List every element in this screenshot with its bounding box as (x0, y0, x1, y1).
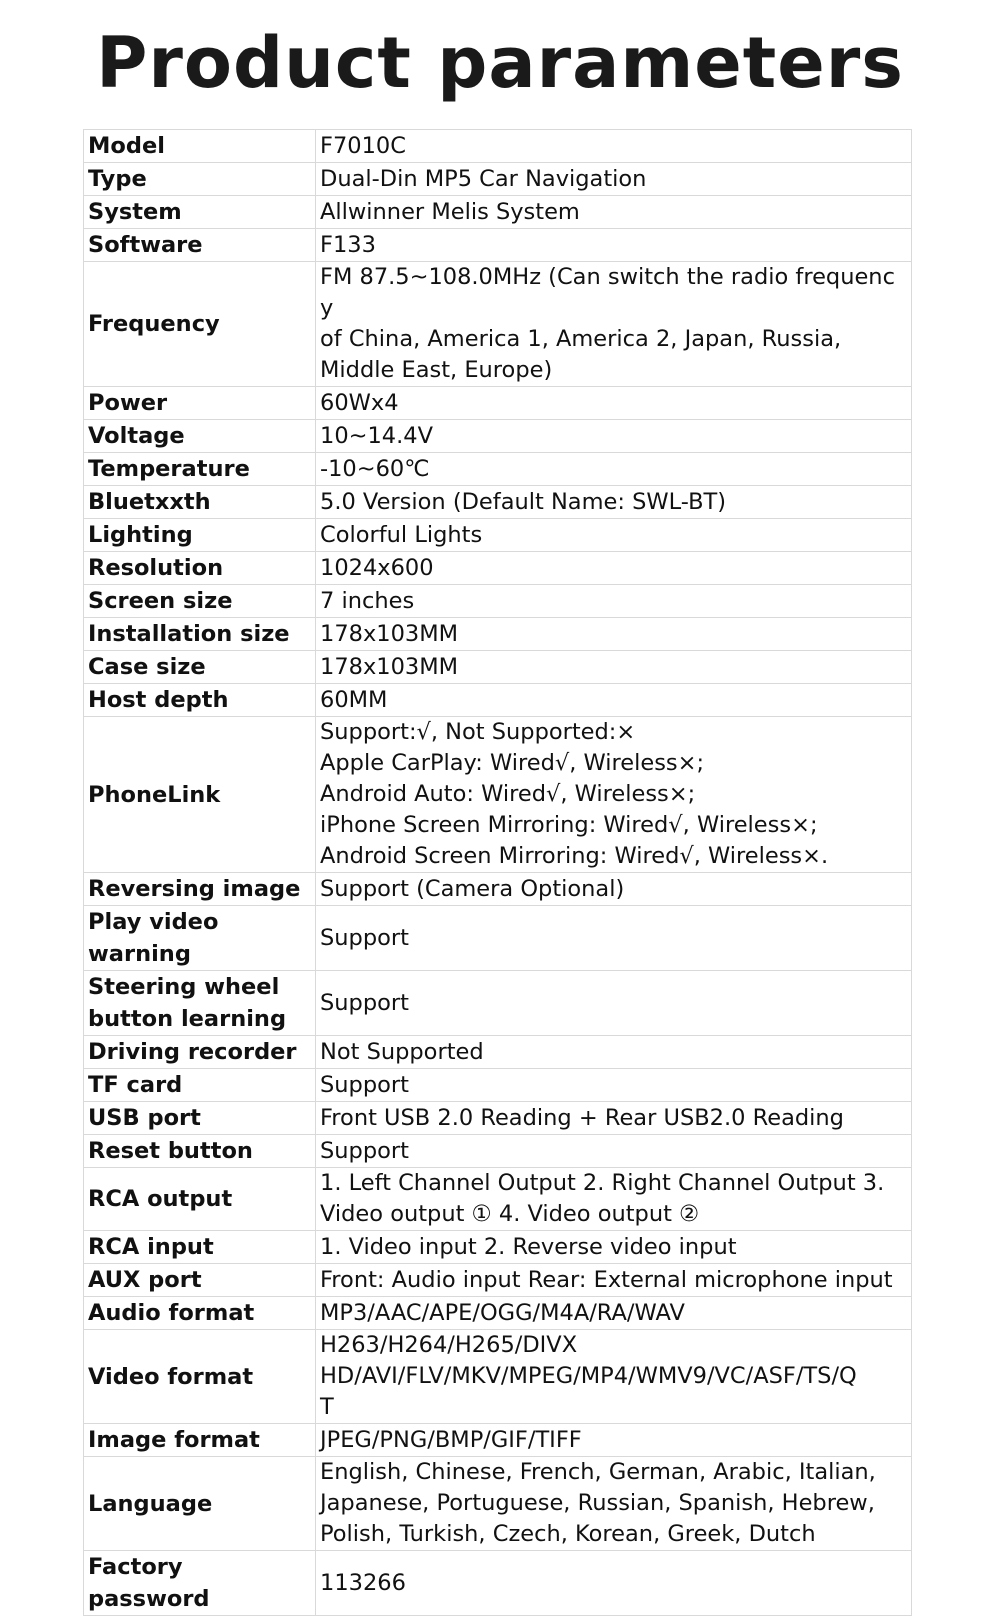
parameter-label-cell (84, 1424, 316, 1457)
parameter-value-line: Support:√, Not Supported:× (320, 719, 636, 745)
parameter-value-line: Android Auto: Wired√, Wireless×; (320, 781, 696, 807)
parameter-label: Language (88, 1490, 213, 1517)
parameter-value-cell (316, 229, 912, 262)
parameter-label-cell (84, 1069, 316, 1102)
parameter-value-cell (316, 1168, 912, 1231)
parameter-value-cell (316, 486, 912, 519)
parameter-value-line: Dual-Din MP5 Car Navigation (320, 165, 647, 192)
parameter-label-cell (84, 906, 316, 971)
parameter-label-cell (84, 163, 316, 196)
table-row (84, 873, 912, 906)
parameter-value-cell (316, 552, 912, 585)
parameter-label-cell (84, 420, 316, 453)
parameter-value-line: 60Wx4 (320, 389, 399, 416)
parameter-label-cell (84, 519, 316, 552)
parameter-label: Play video warning (88, 909, 219, 967)
table-row (84, 1551, 912, 1616)
parameter-value-cell (316, 163, 912, 196)
table-row (84, 585, 912, 618)
parameter-value-cell (316, 1036, 912, 1069)
parameter-value-cell (316, 1330, 912, 1424)
parameter-value-line: 1. Left Channel Output 2. Right Channel Output 3. (320, 1170, 885, 1196)
parameter-label-cell (84, 1264, 316, 1297)
parameter-label: Frequency (88, 311, 220, 337)
parameter-value-line: English, Chinese, French, German, Arabic, Italian, (320, 1459, 876, 1485)
parameter-label-cell (84, 585, 316, 618)
parameter-value-line: Middle East, Europe) (320, 357, 553, 383)
parameter-value-cell (316, 1297, 912, 1330)
table-row (84, 262, 912, 387)
parameter-value-line: iPhone Screen Mirroring: Wired√, Wireless×; (320, 812, 818, 838)
parameter-value-cell (316, 519, 912, 552)
parameter-label-line: button learning (88, 1006, 287, 1032)
parameter-value-line: of China, America 1, America 2, Japan, Russia, (320, 326, 842, 352)
parameter-value-line: Colorful Lights (320, 521, 483, 548)
table-row (84, 196, 912, 229)
table-row (84, 1036, 912, 1069)
parameter-label-cell (84, 1036, 316, 1069)
parameter-value-line: Apple CarPlay: Wired√, Wireless×; (320, 750, 705, 776)
table-row (84, 1424, 912, 1457)
parameter-value-line: Support (320, 1071, 409, 1098)
parameter-value-line: FM 87.5~108.0MHz (Can switch the radio frequency (320, 264, 895, 321)
parameter-value-line: Allwinner Melis System (320, 198, 580, 225)
parameter-label-cell (84, 387, 316, 420)
table-row (84, 1297, 912, 1330)
parameter-label-cell (84, 453, 316, 486)
parameter-value-cell (316, 1457, 912, 1551)
parameter-label-cell (84, 486, 316, 519)
parameters-table-body (84, 130, 912, 1616)
table-row (84, 618, 912, 651)
parameter-label-cell (84, 618, 316, 651)
parameter-label-cell (84, 1457, 316, 1551)
parameter-label-cell (84, 1297, 316, 1330)
parameter-label-cell (84, 717, 316, 873)
parameter-label-cell (84, 684, 316, 717)
table-row (84, 1135, 912, 1168)
parameter-value-line: Front: Audio input Rear: External microphone input (320, 1266, 893, 1293)
parameter-value-line: MP3/AAC/APE/OGG/M4A/RA/WAV (320, 1299, 685, 1326)
parameter-label: PhoneLink (88, 781, 221, 808)
parameter-value-line: Support (Camera Optional) (320, 875, 625, 902)
parameter-label: Bluetxxth (88, 489, 211, 515)
table-row (84, 486, 912, 519)
parameter-label: Power (88, 390, 168, 416)
parameter-value-line: Support (320, 1137, 409, 1164)
parameter-label: Resolution (88, 555, 224, 581)
table-row (84, 229, 912, 262)
parameter-label: AUX port (88, 1267, 202, 1293)
parameter-value-line: HD/AVI/FLV/MKV/MPEG/MP4/WMV9/VC/ASF/TS/Q (320, 1363, 857, 1389)
parameter-value-cell (316, 618, 912, 651)
parameter-label: Temperature (88, 456, 250, 482)
parameter-value-line: Polish, Turkish, Czech, Korean, Greek, Dutch (320, 1521, 816, 1547)
parameter-value-line: Android Screen Mirroring: Wired√, Wireless×. (320, 843, 829, 869)
parameter-value-line: Not Supported (320, 1038, 484, 1065)
parameter-value-cell (316, 1551, 912, 1616)
parameter-value-line: Support (320, 924, 409, 951)
parameter-value-line: 5.0 Version (Default Name: SWL-BT) (320, 488, 727, 515)
parameter-value-line: 7 inches (320, 587, 415, 614)
parameter-label: Video format (88, 1363, 254, 1390)
table-row (84, 519, 912, 552)
parameter-value-cell (316, 1231, 912, 1264)
parameter-value-cell (316, 453, 912, 486)
parameter-value-cell (316, 651, 912, 684)
parameter-value-cell (316, 1102, 912, 1135)
parameter-value-line: 178x103MM (320, 620, 459, 647)
table-row (84, 1069, 912, 1102)
parameter-value-line: Support (320, 989, 409, 1016)
parameter-label-cell (84, 1330, 316, 1424)
parameter-label: RCA input (88, 1234, 214, 1260)
parameter-value-cell (316, 717, 912, 873)
table-row (84, 453, 912, 486)
parameter-label-cell (84, 229, 316, 262)
table-row (84, 552, 912, 585)
table-row (84, 1168, 912, 1231)
parameter-label: Screen size (88, 588, 233, 614)
parameter-value-line: Front USB 2.0 Reading + Rear USB2.0 Reading (320, 1104, 844, 1131)
parameter-value-cell (316, 262, 912, 387)
table-row (84, 1102, 912, 1135)
parameter-label-cell (84, 130, 316, 163)
parameter-value-cell (316, 420, 912, 453)
parameter-label: Driving recorder (88, 1039, 297, 1065)
parameter-value-cell (316, 1264, 912, 1297)
table-row (84, 387, 912, 420)
parameter-value-cell (316, 196, 912, 229)
parameter-value-line: JPEG/PNG/BMP/GIF/TIFF (320, 1426, 582, 1453)
table-row (84, 1231, 912, 1264)
parameter-value-line: H263/H264/H265/DIVX (320, 1332, 578, 1358)
parameter-label: Software (88, 232, 203, 258)
parameter-value-line: 1024x600 (320, 554, 434, 581)
parameter-label: Installation size (88, 621, 290, 647)
parameter-label: Case size (88, 654, 206, 680)
table-row (84, 1330, 912, 1424)
parameter-value-cell (316, 585, 912, 618)
parameter-value-line: T (320, 1394, 334, 1420)
parameter-value-cell (316, 387, 912, 420)
parameter-label: TF card (88, 1072, 183, 1098)
parameter-value-line: 113266 (320, 1569, 406, 1596)
table-row (84, 163, 912, 196)
parameter-label-line: Steering wheel (88, 974, 280, 1000)
parameter-value-line: 60MM (320, 686, 388, 713)
parameter-value-cell (316, 906, 912, 971)
parameter-label: Image format (88, 1427, 260, 1453)
table-row (84, 717, 912, 873)
parameter-label-cell (84, 1168, 316, 1231)
parameter-label: Host depth (88, 687, 229, 713)
table-row (84, 420, 912, 453)
parameter-value-cell (316, 1424, 912, 1457)
table-row (84, 130, 912, 163)
parameter-value-cell (316, 1069, 912, 1102)
table-row (84, 1264, 912, 1297)
parameter-value-line: F133 (320, 231, 376, 258)
parameter-value-line: Japanese, Portuguese, Russian, Spanish, Hebrew, (320, 1490, 875, 1516)
parameter-value-line: 178x103MM (320, 653, 459, 680)
parameter-label-cell (84, 1102, 316, 1135)
parameters-table (83, 129, 912, 1616)
parameter-value-line: Video output ① 4. Video output ② (320, 1201, 700, 1227)
parameter-label: Model (88, 133, 165, 159)
parameter-value-line: 10~14.4V (320, 422, 433, 449)
parameter-label-cell (84, 1135, 316, 1168)
table-row (84, 1457, 912, 1551)
parameter-value-cell (316, 130, 912, 163)
table-row (84, 971, 912, 1036)
parameter-label: System (88, 199, 182, 225)
parameter-label-cell (84, 971, 316, 1036)
table-row (84, 684, 912, 717)
parameter-label: Factory password (88, 1554, 210, 1612)
parameter-value-line: -10~60℃ (320, 455, 430, 482)
parameter-label-cell (84, 1231, 316, 1264)
parameter-label: USB port (88, 1105, 201, 1131)
parameter-value-line: F7010C (320, 132, 406, 159)
parameter-label-cell (84, 1551, 316, 1616)
parameter-value-cell (316, 684, 912, 717)
parameter-label: Type (88, 166, 147, 192)
parameter-label-cell (84, 196, 316, 229)
parameter-label-cell (84, 552, 316, 585)
parameter-label-cell (84, 262, 316, 387)
parameter-label: RCA output (88, 1186, 233, 1212)
parameter-value-line: 1. Video input 2. Reverse video input (320, 1233, 737, 1260)
parameter-label: Reset button (88, 1138, 253, 1164)
table-row (84, 906, 912, 971)
parameter-label: Voltage (88, 423, 185, 449)
parameter-label-cell (84, 651, 316, 684)
parameter-label: Reversing image (88, 876, 301, 902)
parameter-label-cell (84, 873, 316, 906)
parameter-value-cell (316, 971, 912, 1036)
parameter-label: Audio format (88, 1300, 255, 1326)
parameter-label: Lighting (88, 522, 193, 548)
parameter-value-cell (316, 873, 912, 906)
page-title: Product parameters (96, 22, 904, 104)
table-row (84, 651, 912, 684)
parameter-value-cell (316, 1135, 912, 1168)
